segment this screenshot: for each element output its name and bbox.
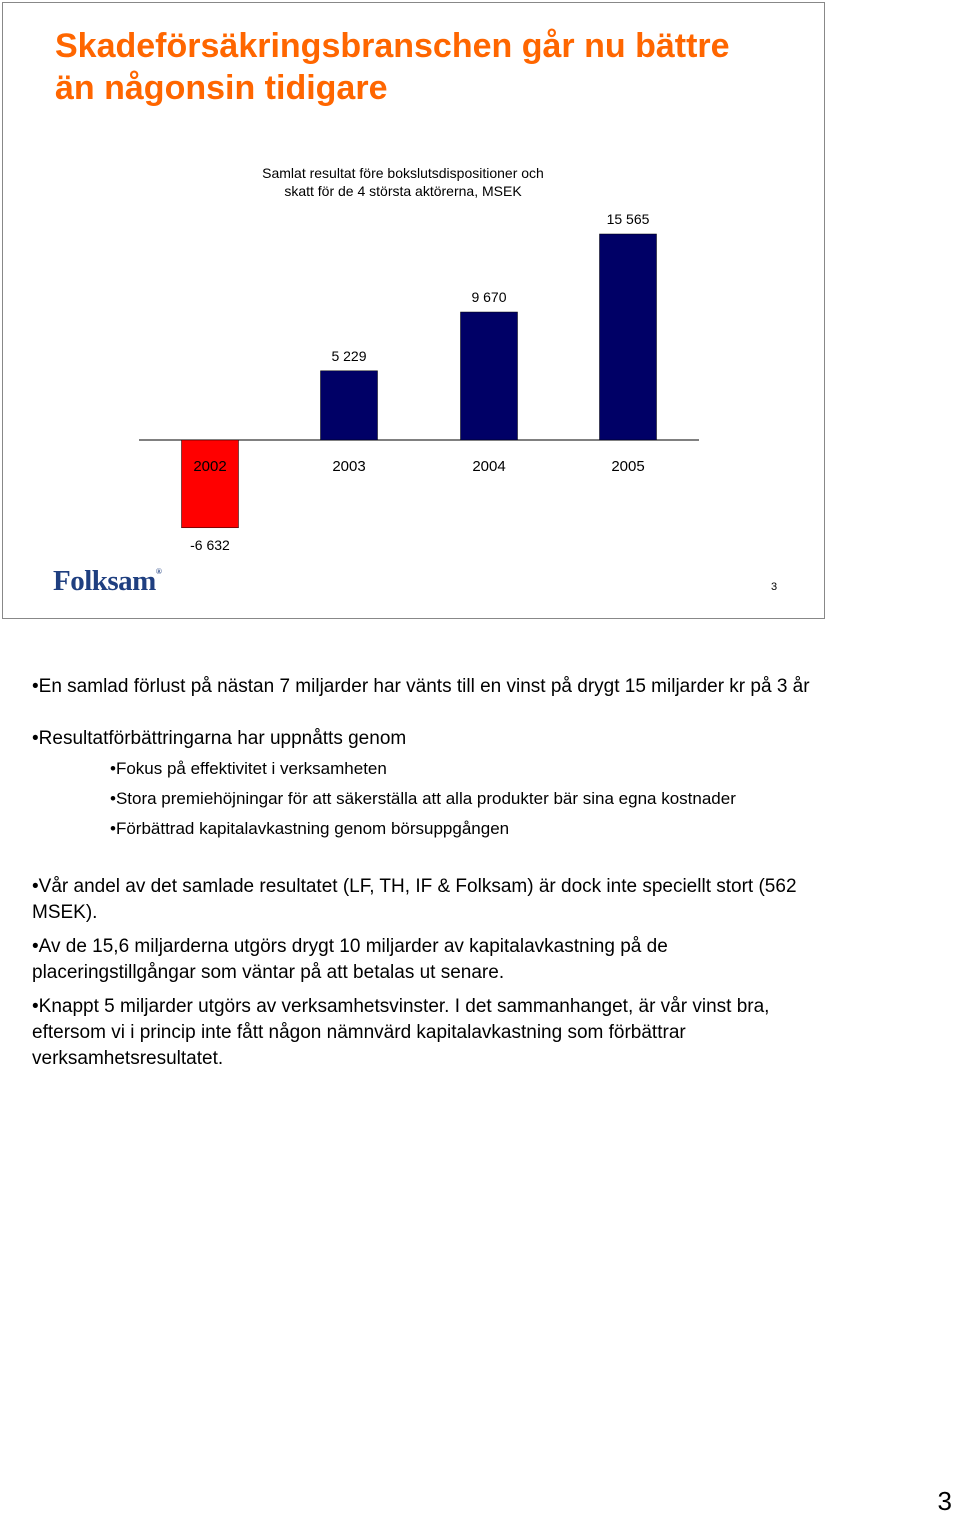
note-bullet-capital-return: •Av de 15,6 miljarderna utgörs drygt 10 miljarder av kapitalavkastning på de placeringstillgångar som väntar på att betalas ut senare. xyxy=(32,936,668,983)
slide xyxy=(2,2,825,619)
category-label-2004: 2004 xyxy=(472,458,506,475)
note-subbullet-capital-return: •Förbättrad kapitalavkastning genom börsuppgången xyxy=(110,819,510,838)
category-label-2005: 2005 xyxy=(611,458,645,475)
bar-2004 xyxy=(461,312,518,440)
note-bullet-improvements: •Resultatförbättringarna har uppnåtts genom xyxy=(32,728,407,749)
bar-chart xyxy=(3,3,826,620)
registered-mark: ® xyxy=(155,567,162,576)
note-subbullet-premiums: •Stora premiehöjningar för att säkerställa att alla produkter bär sina egna kostnader xyxy=(110,789,736,808)
category-label-2002: 2002 xyxy=(193,458,227,475)
category-label-2003: 2003 xyxy=(332,458,366,475)
note-bullet-operating-profit: •Knappt 5 miljarder utgörs av verksamhetsvinster. I det sammanhanget, är vår vinst bra, eftersom vi i princip inte fått någon nämnvärd kapitalavkastning som förbättrar verksamhetsresultatet. xyxy=(32,996,770,1069)
speaker-notes xyxy=(32,674,832,1080)
bar-2005 xyxy=(600,234,657,440)
folksam-logo xyxy=(53,565,161,598)
note-subbullet-efficiency: •Fokus på effektivitet i verksamheten xyxy=(110,759,387,778)
value-label-2003: 5 229 xyxy=(331,347,367,364)
chart-subtitle-line2: skatt för de 4 största aktörerna, MSEK xyxy=(284,183,522,199)
logo-text: Folksam xyxy=(53,565,156,597)
value-label-2005: 15 565 xyxy=(606,211,650,227)
value-label-2002: -6 632 xyxy=(190,536,230,553)
note-bullet-loss-to-profit: •En samlad förlust på nästan 7 miljarder har vänts till en vinst på drygt 15 miljarder kr på 3 år xyxy=(32,676,810,697)
bar-2003 xyxy=(321,371,378,440)
value-label-2004: 9 670 xyxy=(471,289,507,306)
note-bullet-our-share: •Vår andel av det samlade resultatet (LF, TH, IF & Folksam) är dock inte speciellt stort (562 MSEK). xyxy=(32,876,797,923)
bar-2002 xyxy=(182,440,239,528)
slide-number: 3 xyxy=(771,581,778,593)
slide-title: Skadeförsäkringsbranschen går nu bättre än någonsin tidigare xyxy=(55,27,730,107)
page-number: 3 xyxy=(937,1486,952,1516)
chart-subtitle-line1: Samlat resultat före bokslutsdispositioner och xyxy=(262,165,544,181)
